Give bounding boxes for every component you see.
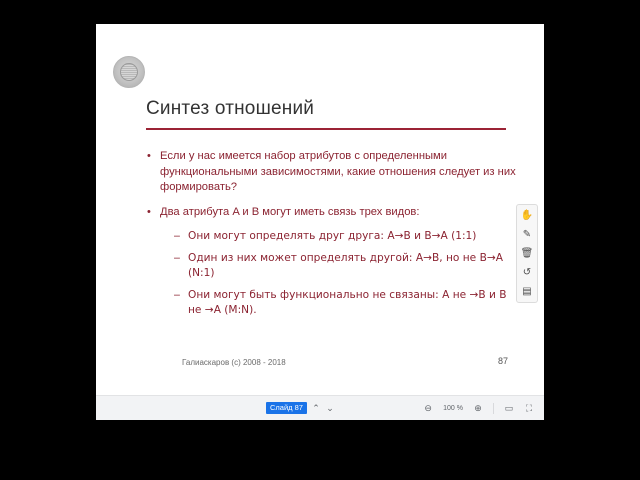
slide-page-number: 87 [497, 356, 508, 366]
chevron-down-icon[interactable]: ⌄ [326, 402, 334, 413]
page-indicator[interactable]: Слайд 87 [266, 402, 307, 414]
chevron-up-icon[interactable]: ⌃ [312, 402, 320, 413]
bullet-text: Они могут определять друг друга: A→B и B→A (1:1) [188, 230, 477, 242]
sub-list [146, 229, 518, 318]
fullscreen-icon[interactable]: ⛶ [525, 402, 533, 413]
note-tool-icon[interactable]: ▤ [522, 285, 532, 297]
list-item [146, 149, 518, 196]
list-item [174, 251, 518, 281]
hand-tool-icon[interactable]: ✋ [520, 209, 534, 221]
zoom-level: 100 % [443, 404, 463, 412]
zoom-out-icon[interactable]: ⊖ [424, 402, 432, 413]
bullet-dot-icon: • [147, 205, 151, 218]
bullet-dash-icon: – [174, 229, 180, 242]
slide-body [146, 149, 518, 325]
title-underline [146, 128, 506, 130]
annotation-toolbar[interactable] [516, 204, 538, 303]
bullet-text: Один из них может определять другой: A→B, но не B→A (N:1) [188, 252, 503, 279]
undo-tool-icon[interactable]: ↺ [522, 266, 532, 278]
divider [493, 403, 494, 414]
page-navigation[interactable] [266, 402, 335, 414]
present-icon[interactable]: ▭ [504, 402, 514, 413]
slide-viewer[interactable] [96, 24, 544, 420]
zoom-in-icon[interactable]: ⊕ [474, 402, 482, 413]
list-item [174, 229, 518, 244]
list-item [174, 288, 518, 318]
list-item [146, 205, 518, 221]
trash-tool-icon[interactable]: 🗑 [520, 247, 534, 259]
slide-footer-credit: Галиаскаров (с) 2008 - 2018 [182, 358, 286, 367]
page-title: Синтез отношений [146, 98, 315, 119]
slide-canvas[interactable] [96, 24, 544, 396]
viewer-control-bar[interactable] [96, 395, 544, 420]
bullet-text: Если у нас имеется набор атрибутов с определенными функциональными зависимостями, какие отношения следует из них формировать? [160, 150, 516, 193]
pen-tool-icon[interactable]: ✎ [522, 228, 532, 240]
bullet-dash-icon: – [174, 251, 180, 264]
zoom-controls[interactable] [423, 403, 534, 414]
bullet-text: Два атрибута A и B могут иметь связь трех видов: [160, 205, 420, 218]
university-seal-icon [113, 56, 145, 88]
bullet-dot-icon: • [147, 150, 151, 162]
bullet-text: Они могут быть функционально не связаны: A не →B и B не →A (M:N). [188, 289, 507, 316]
bullet-dash-icon: – [174, 288, 180, 301]
